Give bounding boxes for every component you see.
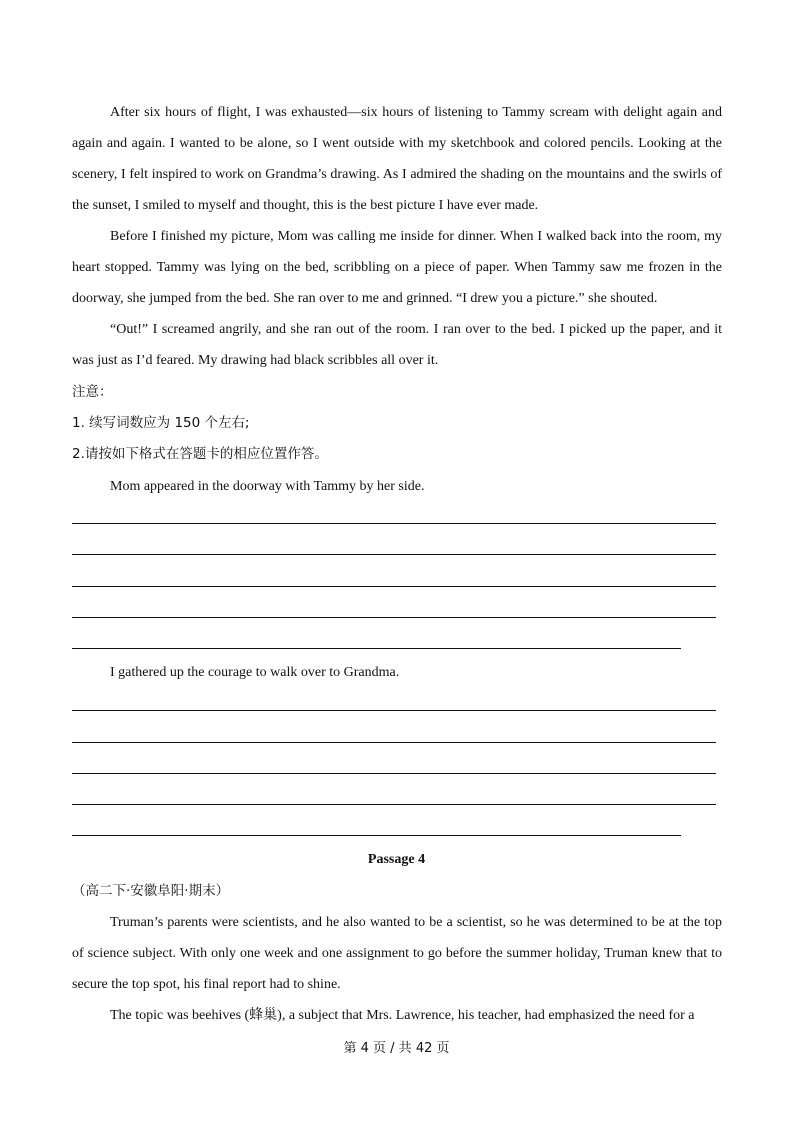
continuation-prompt-2: I gathered up the courage to walk over to Grandma. bbox=[110, 665, 400, 680]
passage-paragraph-1: Truman’s parents were scientists, and he also wanted to be a scientist, so he was determined to be at the top of science subject. With only one week and one assignment to go before the summer holiday, Truman knew that to secure the top spot, his final report had to shine. bbox=[72, 915, 722, 992]
story-paragraph-3: “Out!” I screamed angrily, and she ran out of the room. I ran over to the bed. I picked up the paper, and it was just as I’d feared. My drawing had black scribbles all over it. bbox=[72, 322, 722, 368]
writing-line bbox=[72, 773, 716, 774]
story-paragraph-2: Before I finished my picture, Mom was calling me inside for dinner. When I walked back into the room, my heart stopped. Tammy was lying on the bed, scribbling on a piece of paper. When Tammy saw me frozen in the doorway, she jumped from the bed. She ran over to me and grinned. “I drew you a picture.” she shouted. bbox=[72, 229, 722, 306]
notes-heading: 注意： bbox=[72, 384, 113, 400]
writing-line bbox=[72, 648, 681, 649]
writing-line bbox=[72, 804, 716, 805]
writing-line bbox=[72, 710, 716, 711]
passage-source: （高二下·安徽阜阳·期末） bbox=[72, 883, 230, 899]
note-item-2: 2.请按如下格式在答题卡的相应位置作答。 bbox=[72, 446, 328, 462]
writing-line bbox=[72, 523, 716, 524]
continuation-prompt-1: Mom appeared in the doorway with Tammy by her side. bbox=[110, 479, 425, 494]
writing-line bbox=[72, 742, 716, 743]
passage-title: Passage 4 bbox=[367, 852, 426, 867]
writing-line bbox=[72, 835, 681, 836]
note-item-1: 1. 续写词数应为 150 个左右; bbox=[72, 415, 250, 431]
passage-paragraph-2: The topic was beehives (蜂巢), a subject that Mrs. Lawrence, his teacher, had emphasized the need for a bbox=[110, 1008, 695, 1023]
writing-line bbox=[72, 617, 716, 618]
writing-line bbox=[72, 554, 716, 555]
writing-line bbox=[72, 586, 716, 587]
story-paragraph-1: After six hours of flight, I was exhausted—six hours of listening to Tammy scream with delight again and again and again. I wanted to be alone, so I went outside with my sketchbook and colored pencils. Looking at the scenery, I felt inspired to work on Grandma’s drawing. As I admired the shading on the mountains and the swirls of the sunset, I smiled to myself and thought, this is the best picture I have ever made. bbox=[72, 105, 722, 213]
page-footer: 第 4 页 / 共 42 页 bbox=[343, 1041, 450, 1056]
